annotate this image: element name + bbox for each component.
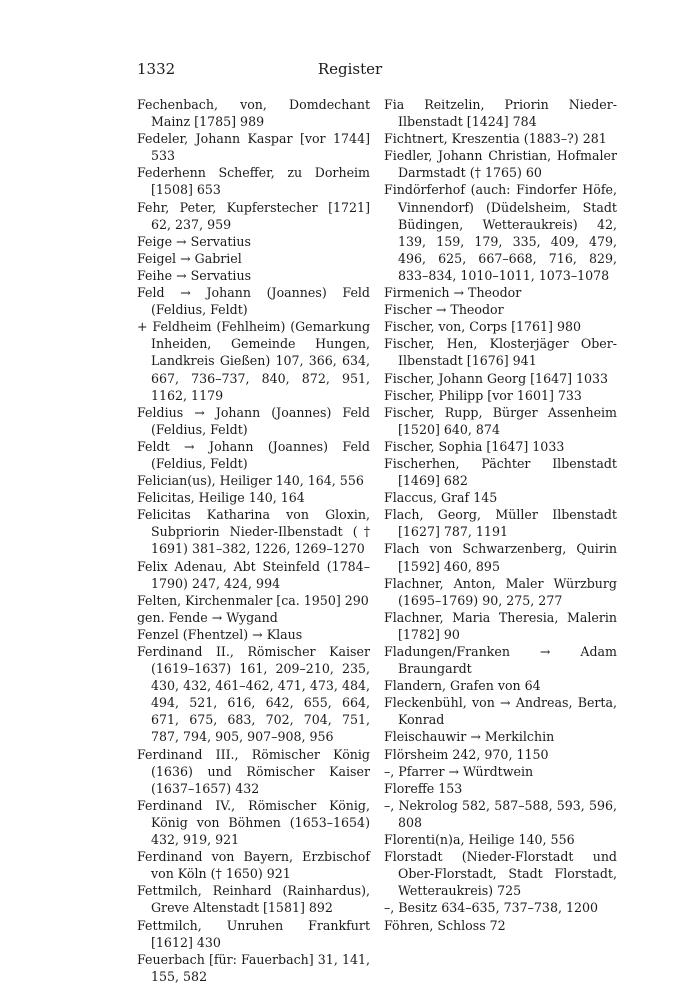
index-entry: Feld → Johann (Joannes) Feld (Feldius, Feldt) <box>137 285 370 318</box>
index-entry: Fedeler, Johann Kaspar [vor 1744] 533 <box>137 131 370 164</box>
index-entry: Federhenn Scheffer, zu Dorheim [1508] 653 <box>137 165 370 198</box>
index-entry: Ferdinand II., Römischer Kaiser (1619–1637) 161, 209–210, 235, 430, 432, 461–462, 471, 473, 484, 494, 521, 616, 642, 655, 664, 671, 675, 683, 702, 704, 751, 787, 794, 905, 907–908, 956 <box>137 644 370 745</box>
index-entry: Föhren, Schloss 72 <box>384 917 506 933</box>
index-entry: Firmenich → Theodor <box>384 285 522 301</box>
index-entry: Fischer, Rupp, Bürger Assenheim [1520] 640, 874 <box>384 404 617 437</box>
index-entry: Fettmilch, Reinhard (Rainhardus), Greve Altenstadt [1581] 892 <box>137 883 370 916</box>
index-entry: Fehr, Peter, Kupferstecher [1721] 62, 237, 959 <box>137 199 370 232</box>
index-entry: Ferdinand III., Römischer König (1636) und Römischer Kaiser (1637–1657) 432 <box>137 746 370 796</box>
index-entry: Felix Adenau, Abt Steinfeld (1784–1790) 247, 424, 994 <box>137 558 370 591</box>
index-entry: Flaccus, Graf 145 <box>384 490 498 506</box>
running-head: Register <box>317 60 383 78</box>
index-entry: Felicitas, Heilige 140, 164 <box>137 490 305 506</box>
index-entry: Fichtnert, Kreszentia (1883–?) 281 <box>384 131 607 147</box>
index-entry: Felten, Kirchenmaler [ca. 1950] 290 <box>137 592 369 608</box>
index-entry: Fechenbach, von, Domdechant Mainz [1785] 989 <box>137 97 370 130</box>
index-entry: Fleischauwir → Merkilchin <box>384 729 555 745</box>
index-entry: Fischer, von, Corps [1761] 980 <box>384 319 581 335</box>
index-entry: Ferdinand von Bayern, Erzbischof von Köln († 1650) 921 <box>137 849 370 882</box>
index-entry: Flach, Georg, Müller Ilbenstadt [1627] 787, 1191 <box>384 507 617 540</box>
index-entry: Fladungen/Franken → Adam Braungardt <box>384 644 617 677</box>
index-entry: Fischer, Philipp [vor 1601] 733 <box>384 387 582 403</box>
index-column-left <box>137 96 370 985</box>
index-entry: Feldt → Johann (Joannes) Feld (Feldius, Feldt) <box>137 438 370 471</box>
index-entry: Floreffe 153 <box>384 780 463 796</box>
index-entry: Feihe → Servatius <box>137 267 252 283</box>
index-entry: Flörsheim 242, 970, 1150 <box>384 746 549 762</box>
index-entry: gen. Fende → Wygand <box>137 609 278 625</box>
index-entry: Fettmilch, Unruhen Frankfurt [1612] 430 <box>137 917 370 950</box>
index-entry: Ferdinand IV., Römischer König, König von Böhmen (1653–1654) 432, 919, 921 <box>137 797 370 848</box>
index-entry: Feige → Servatius <box>137 233 251 249</box>
index-entry: Fischer, Johann Georg [1647] 1033 <box>384 370 609 386</box>
index-entry: –, Nekrolog 582, 587–588, 593, 596, 808 <box>384 797 617 830</box>
index-entry: Flandern, Grafen von 64 <box>384 678 541 694</box>
index-entry: Feuerbach [für: Fauerbach] 31, 141, 155, 582 <box>137 951 370 984</box>
index-entry: Flach von Schwarzenberg, Quirin [1592] 460, 895 <box>384 541 617 574</box>
index-entry: Fischer, Hen, Klosterjäger Ober-Ilbenstadt [1676] 941 <box>384 336 617 369</box>
index-entry: Feigel → Gabriel <box>137 250 242 266</box>
index-entry: Florstadt (Nieder-Florstadt und Ober-Florstadt, Stadt Florstadt, Wetteraukreis) 725 <box>384 849 617 899</box>
index-entry: + Feldheim (Fehlheim) (Gemarkung Inheiden, Gemeinde Hungen, Landkreis Gießen) 107, 366, 634, 667, 736–737, 840, 872, 951, 1162, 1179 <box>137 319 370 403</box>
page-number: 1332 <box>137 60 176 78</box>
index-entry: Feldius → Johann (Joannes) Feld (Feldius, Feldt) <box>137 404 370 437</box>
index-column-right <box>384 96 617 934</box>
index-entry: Flachner, Anton, Maler Würzburg (1695–1769) 90, 275, 277 <box>384 575 617 608</box>
index-entry: –, Besitz 634–635, 737–738, 1200 <box>384 900 599 916</box>
index-entry: Florenti(n)a, Heilige 140, 556 <box>384 832 575 848</box>
index-entry: Flachner, Maria Theresia, Malerin [1782] 90 <box>384 609 617 642</box>
index-entry: Fiedler, Johann Christian, Hofmaler Darmstadt († 1765) 60 <box>384 148 617 181</box>
index-entry: Felicitas Katharina von Gloxin, Subpriorin Nieder-Ilbenstadt († 1691) 381–382, 1226, 1269–1270 <box>137 507 370 557</box>
index-entry: Fischer → Theodor <box>384 302 504 318</box>
index-entry: Fenzel (Fhentzel) → Klaus <box>137 626 303 642</box>
index-entry: Fleckenbühl, von → Andreas, Berta, Konrad <box>384 695 617 728</box>
index-entry: Felician(us), Heiliger 140, 164, 556 <box>137 473 364 489</box>
index-entry: Fia Reitzelin, Priorin Nieder-Ilbenstadt [1424] 784 <box>384 97 617 130</box>
index-entry: Fischer, Sophia [1647] 1033 <box>384 438 565 454</box>
index-entry: Findörferhof (auch: Findorfer Höfe, Vinnendorf) (Düdelsheim, Stadt Büdingen, Wetteraukreis) 42, 139, 159, 179, 335, 409, 479, 496, 625, 667–668, 716, 829, 833–834, 1010–1011, 1073–1078 <box>384 182 617 283</box>
index-entry: Fischerhen, Pächter Ilbenstadt [1469] 682 <box>384 455 617 489</box>
index-entry: –, Pfarrer → Würdtwein <box>384 763 534 779</box>
